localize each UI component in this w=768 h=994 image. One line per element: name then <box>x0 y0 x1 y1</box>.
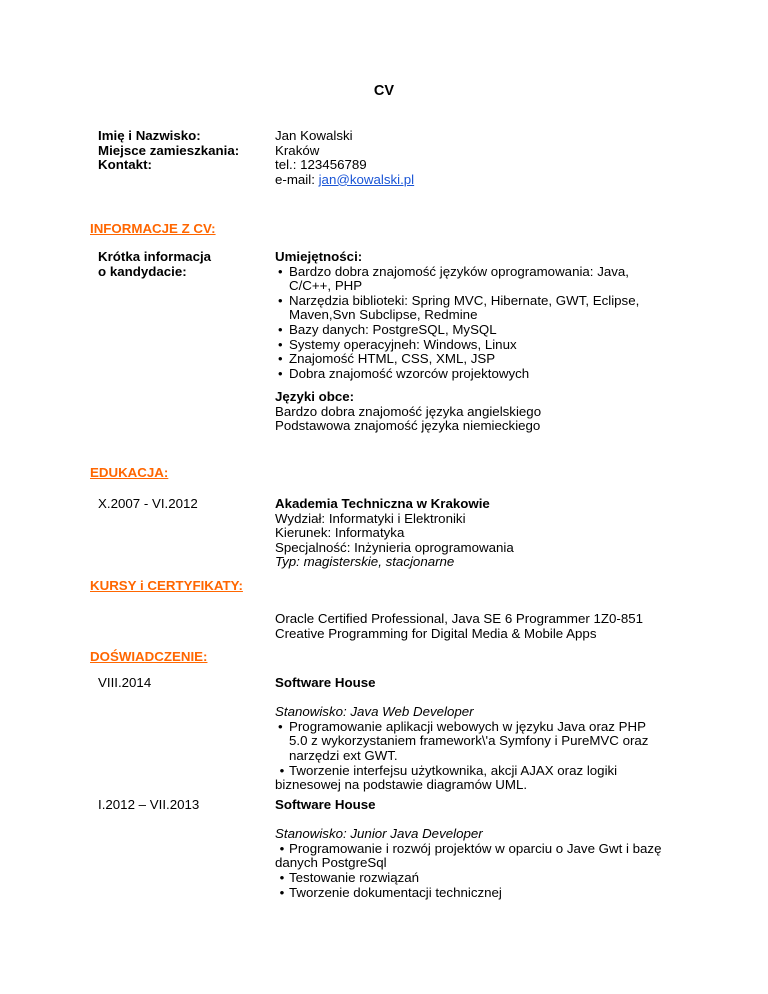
job-2-duty-1-cont: danych PostgreSql <box>275 855 387 871</box>
specialization: Specjalność: Inżynieria oprogramowania <box>275 539 514 555</box>
job-1-duty-2-cont: biznesowej na podstawie diagramów UML. <box>275 777 528 793</box>
list-item: • Tworzenie interfejsu użytkownika, akcji AJAX oraz logiki <box>279 762 618 778</box>
education-block <box>275 497 675 570</box>
skills-list <box>275 265 695 382</box>
job-2-company: Software House <box>275 797 376 812</box>
study-type: Typ: magisterskie, stacjonarne <box>275 554 455 570</box>
person-name: Jan Kowalski <box>275 128 353 143</box>
section-courses-heading: KURSY i CERTYFIKATY: <box>90 578 243 593</box>
candidate-label <box>98 250 211 279</box>
person-phone: tel.: 123456789 <box>275 157 367 173</box>
skills-block <box>275 250 695 381</box>
job-2-position: Stanowisko: Junior Java Developer <box>275 826 483 842</box>
list-item: • Bardzo dobra znajomość języków oprogramowania: Java, C/C++, PHP <box>275 265 695 294</box>
job-2-block <box>275 798 695 900</box>
person-city: Kraków <box>275 142 320 158</box>
job-2-period: I.2012 – VII.2013 <box>98 797 200 812</box>
job-1-block <box>275 676 695 793</box>
list-item: • Programowanie aplikacji webowych w języku Java oraz PHP 5.0 z wykorzystaniem framework\'a Symfony i PureMVC oraz narzędzi ext GWT. <box>275 720 695 764</box>
course-1: Oracle Certified Professional, Java SE 6 Programmer 1Z0-851 <box>275 611 644 626</box>
languages-block <box>275 390 675 434</box>
list-item: • Znajomość HTML, CSS, XML, JSP <box>275 352 695 367</box>
list-item: • Narzędzia biblioteki: Spring MVC, Hibernate, GWT, Eclipse, Maven,Svn Subclipse, Redmine <box>275 294 695 323</box>
candidate-label-1: Krótka informacja <box>98 249 212 264</box>
job-1-company: Software House <box>275 675 376 690</box>
page-title: CV <box>373 83 395 99</box>
skills-heading: Umiejętności: <box>275 249 363 264</box>
list-item: • Programowanie i rozwój projektów w oparciu o Jave Gwt i bazę <box>279 840 662 856</box>
school-name: Akademia Techniczna w Krakowie <box>275 496 490 511</box>
label-name: Imię i Nazwisko: <box>98 128 201 143</box>
candidate-label-2: o kandydacie: <box>98 263 187 279</box>
email-link[interactable]: jan@kowalski.pl <box>318 171 415 187</box>
language-2: Podstawowa znajomość języka niemieckiego <box>275 418 541 434</box>
label-city: Miejsce zamieszkania: <box>98 142 240 158</box>
email-prefix: e-mail: <box>275 171 319 187</box>
job-1-period: VIII.2014 <box>98 675 152 690</box>
list-item: • Bazy danych: PostgreSQL, MySQL <box>275 323 695 338</box>
languages-heading: Języki obce: <box>275 389 355 404</box>
section-experience-heading: DOŚWIADCZENIE: <box>90 649 208 664</box>
course-2: Creative Programming for Digital Media & Mobile Apps <box>275 625 597 641</box>
personal-values <box>275 129 675 187</box>
job-1-duties <box>275 720 695 764</box>
section-education-heading: EDUKACJA: <box>90 465 169 480</box>
field: Kierunek: Informatyka <box>275 525 405 541</box>
list-item: • Tworzenie dokumentacji technicznej <box>279 884 502 900</box>
faculty: Wydział: Informatyki i Elektroniki <box>275 510 466 526</box>
person-email-line <box>275 173 675 188</box>
label-contact: Kontakt: <box>98 157 152 173</box>
list-item: • Systemy operacyjneh: Windows, Linux <box>275 338 695 353</box>
courses-block <box>275 612 715 641</box>
education-period: X.2007 - VI.2012 <box>98 496 198 511</box>
personal-labels <box>98 129 239 173</box>
list-item: • Testowanie rozwiązań <box>279 869 420 885</box>
language-1: Bardzo dobra znajomość języka angielskiego <box>275 403 542 419</box>
list-item: • Dobra znajomość wzorców projektowych <box>275 367 695 382</box>
job-1-position: Stanowisko: Java Web Developer <box>275 704 474 720</box>
section-info-heading: INFORMACJE Z CV: <box>90 221 216 236</box>
